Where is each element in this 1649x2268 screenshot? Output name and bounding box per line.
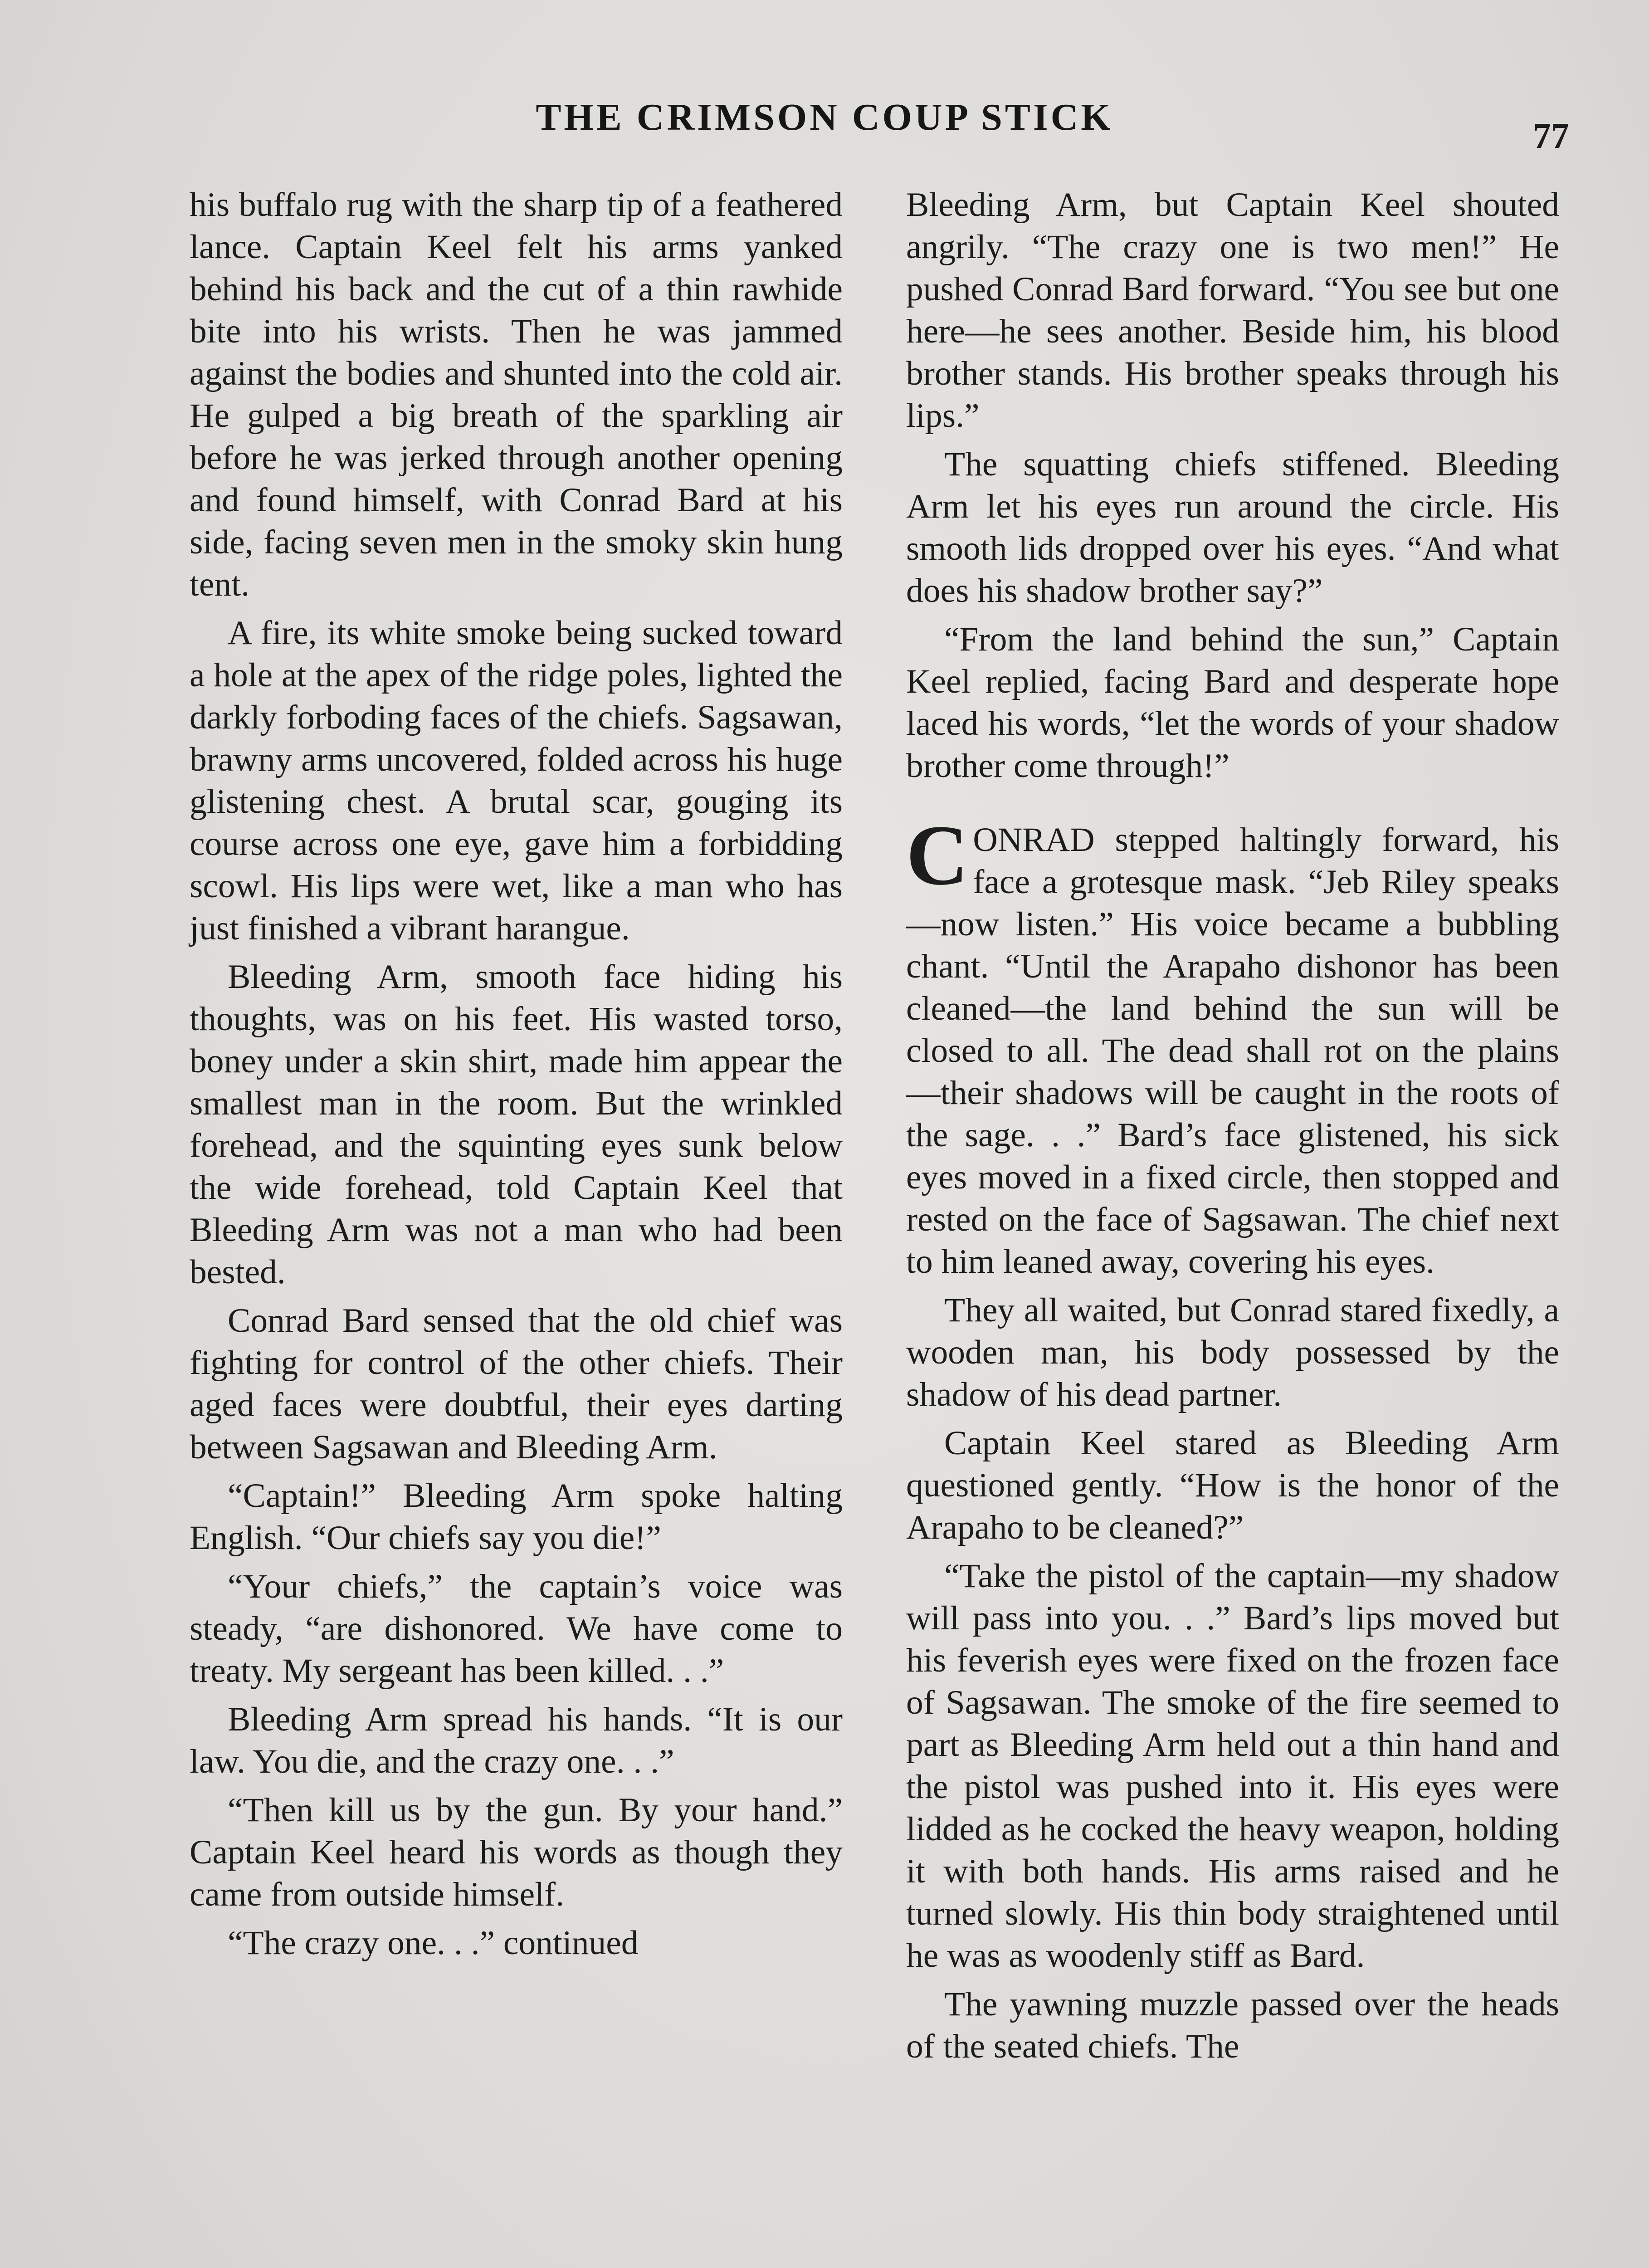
paragraph-text: ONRAD stepped haltingly forward, his face a grotesque mask. “Jeb Riley speaks—now listen.” His voice became a bubbling chant. “Until the Arapaho dishonor has been cleaned—the land behind the sun will be closed to all. The dead shall rot on the plains —their shadows will be caught in the roots of the sage. . .” Bard’s face glistened, his sick eyes moved in a fixed circle, then stopped and rested on the face of Sagsawan. The chief next to him leaned away, covering his eyes.: [906, 821, 1559, 1281]
paragraph: his buffalo rug with the sharp tip of a feathered lance. Captain Keel felt his arms yanked behind his back and the cut of a thin rawhide bite into his wrists. Then he was jammed against the bodies and shunted into the cold air. He gulped a big breath of the sparkling air before he was jerked through another opening and found himself, with Conrad Bard at his side, facing seven men in the smoky skin hung tent.: [190, 186, 843, 603]
paragraph: “Then kill us by the gun. By your hand.” Captain Keel heard his words as though they came from outside himself.: [190, 1791, 843, 1913]
right-column: [906, 184, 1559, 2074]
paragraph: “From the land behind the sun,” Captain Keel replied, facing Bard and desperate hope laced his words, “let the words of your shadow brother come through!”: [906, 621, 1559, 785]
paragraph: Bleeding Arm, but Captain Keel shouted angrily. “The crazy one is two men!” He pushed Conrad Bard forward. “You see but one here—he sees another. Beside him, his blood brother stands. His brother speaks through his lips.”: [906, 186, 1559, 435]
paragraph: The squatting chiefs stiffened. Bleeding Arm let his eyes run around the circle. His smooth lids dropped over his eyes. “And what does his shadow brother say?”: [906, 445, 1559, 610]
left-column: [190, 184, 843, 1970]
section-opening-paragraph: [906, 808, 1559, 1283]
paragraph: “Your chiefs,” the captain’s voice was steady, “are dishonored. We have come to treaty. My sergeant has been killed. . .”: [190, 1568, 843, 1690]
paragraph: Captain Keel stared as Bleeding Arm questioned gently. “How is the honor of the Arapaho to be cleaned?”: [906, 1424, 1559, 1546]
paragraph: Bleeding Arm, smooth face hiding his thoughts, was on his feet. His wasted torso, boney under a skin shirt, made him appear the smallest man in the room. But the wrinkled forehead, and the squinting eyes sunk below the wide forehead, told Captain Keel that Bleeding Arm was not a man who had been bested.: [190, 958, 843, 1291]
paragraph: “Take the pistol of the captain—my shadow will pass into you. . .” Bard’s lips moved but his feverish eyes were fixed on the frozen face of Sagsawan. The smoke of the fire seemed to part as Bleeding Arm held out a thin hand and the pistol was pushed into it. His eyes were lidded as he cocked the heavy weapon, holding it with both hands. His arms raised and he turned slowly. His thin body straightened until he was as woodenly stiff as Bard.: [906, 1557, 1559, 1975]
paragraph: They all waited, but Conrad stared fixedly, a wooden man, his body possessed by the shadow of his dead partner.: [906, 1291, 1559, 1413]
paragraph: “The crazy one. . .” continued: [228, 1924, 639, 1962]
paragraph: A fire, its white smoke being sucked toward a hole at the apex of the ridge poles, lighted the darkly forboding faces of the chiefs. Sagsawan, brawny arms uncovered, folded across his huge glistening chest. A brutal scar, gouging its course across one eye, gave him a forbidding scowl. His lips were wet, like a man who has just finished a vibrant harangue.: [190, 614, 843, 947]
paragraph: The yawning muzzle passed over the heads of the seated chiefs. The: [906, 1985, 1559, 2065]
page-number: 77: [1533, 116, 1569, 156]
drop-cap: C: [906, 808, 969, 903]
paragraph: Bleeding Arm spread his hands. “It is our law. You die, and the crazy one. . .”: [190, 1701, 843, 1780]
paragraph: “Captain!” Bleeding Arm spoke halting English. “Our chiefs say you die!”: [190, 1477, 843, 1557]
paragraph: Conrad Bard sensed that the old chief was fighting for control of the other chiefs. Their aged faces were doubtful, their eyes darting between Sagsawan and Bleeding Arm.: [190, 1302, 843, 1466]
running-head: THE CRIMSON COUP STICK: [536, 96, 1113, 138]
